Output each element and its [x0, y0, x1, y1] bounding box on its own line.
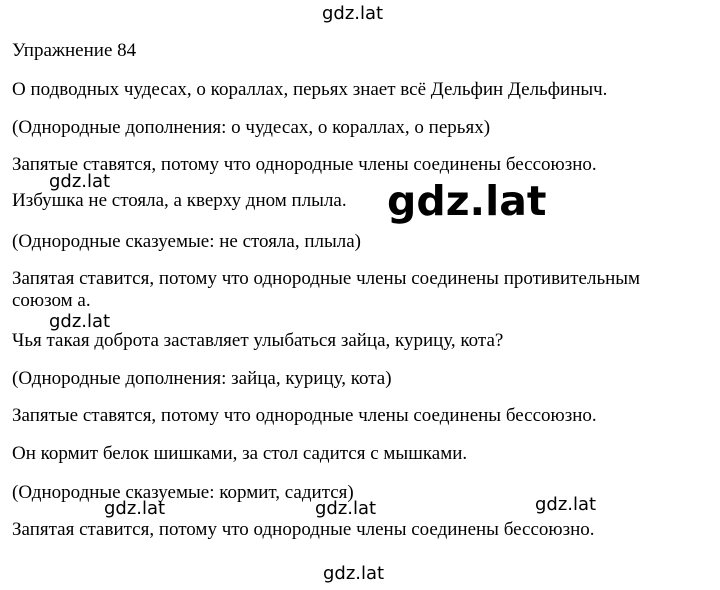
watermark-left-2: gdz.lat	[49, 311, 111, 332]
exercise-title: Упражнение 84	[12, 40, 137, 61]
sentence-4: Он кормит белок шишками, за стол садится с мышками.	[12, 443, 468, 464]
watermark-top: gdz.lat	[322, 3, 384, 24]
watermark-footer: gdz.lat	[323, 563, 385, 584]
watermark-bottom-right: gdz.lat	[535, 494, 597, 515]
analysis-4: (Однородные сказуемые: кормит, садится)	[12, 482, 354, 503]
watermark-large: gdz.lat	[387, 177, 547, 225]
watermark-left-1: gdz.lat	[49, 171, 111, 192]
explanation-3: Запятые ставятся, потому что однородные члены соединены бессоюзно.	[12, 405, 597, 426]
explanation-4: Запятая ставится, потому что однородные члены соединены бессоюзно.	[12, 519, 595, 540]
sentence-3: Чья такая доброта заставляет улыбаться зайца, курицу, кота?	[12, 330, 504, 351]
sentence-1: О подводных чудесах, о кораллах, перьях знает всё Дельфин Дельфиныч.	[12, 79, 608, 100]
analysis-3: (Однородные дополнения: зайца, курицу, кота)	[12, 368, 392, 389]
explanation-2-line-1: Запятая ставится, потому что однородные члены соединены противительным	[12, 268, 641, 289]
analysis-2: (Однородные сказуемые: не стояла, плыла)	[12, 231, 362, 252]
explanation-1: Запятые ставятся, потому что однородные члены соединены бессоюзно.	[12, 154, 597, 175]
explanation-2-line-2: союзом а.	[12, 290, 91, 311]
sentence-2: Избушка не стояла, а кверху дном плыла.	[12, 190, 347, 211]
watermark-bottom-left: gdz.lat	[104, 498, 166, 519]
watermark-bottom-center: gdz.lat	[315, 498, 377, 519]
analysis-1: (Однородные дополнения: о чудесах, о кораллах, о перьях)	[12, 117, 491, 138]
